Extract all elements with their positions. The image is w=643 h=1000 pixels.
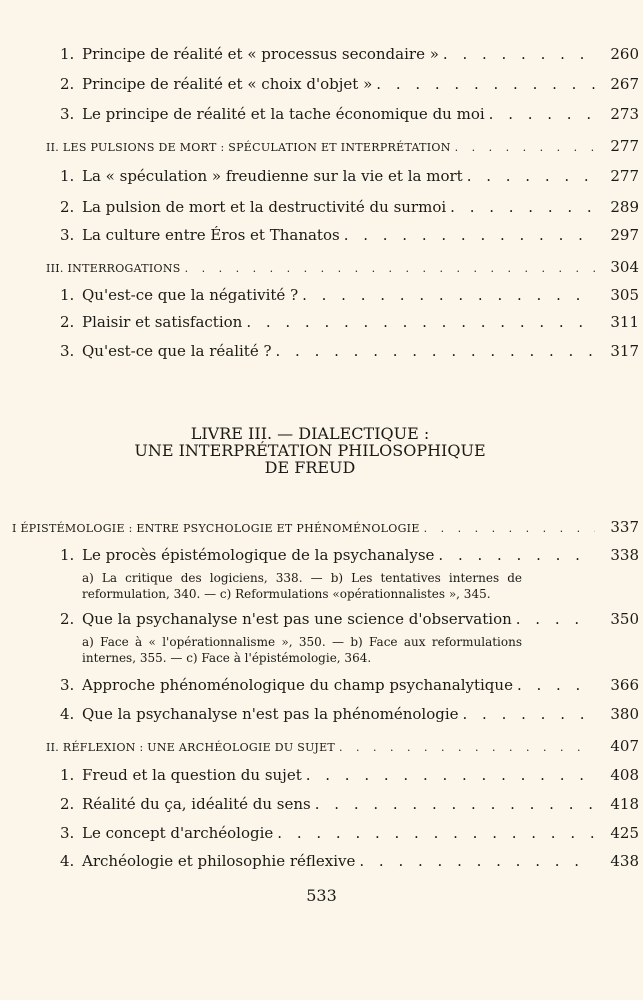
page-number: 533	[306, 886, 337, 905]
section-page: 407	[610, 737, 639, 755]
entry-title: Approche phénoménologique du champ psychanalytique	[82, 676, 513, 694]
entry-number: 4.	[60, 705, 75, 723]
entry-page: 311	[610, 313, 639, 331]
toc-entry	[0, 75, 643, 105]
entry-title: Que la psychanalyse n'est pas une science d'observation	[82, 610, 512, 628]
dot-leader	[455, 141, 595, 154]
dot-leader	[424, 522, 595, 535]
entry-number: 1.	[60, 45, 75, 63]
dot-leader	[185, 262, 595, 275]
entry-page: 418	[610, 795, 639, 813]
dot-leader	[516, 610, 595, 628]
entry-number: 1.	[60, 286, 75, 304]
dot-leader	[443, 45, 595, 63]
toc-entry	[0, 198, 643, 228]
book-heading	[60, 425, 560, 476]
entry-number: 2.	[60, 313, 75, 331]
entry-page: 338	[610, 546, 639, 564]
entry-page: 366	[610, 676, 639, 694]
section-title: II. RÉFLEXION : UNE ARCHÉOLOGIE DU SUJET	[46, 741, 336, 754]
dot-leader	[344, 226, 595, 244]
dot-leader	[315, 795, 595, 813]
section-page: 304	[610, 258, 639, 276]
entry-title: Principe de réalité et « processus secondaire »	[82, 45, 439, 63]
entry-number: 1.	[60, 167, 75, 185]
section-page: 337	[610, 518, 639, 536]
dot-leader	[463, 705, 595, 723]
section-title: I ÉPISTÉMOLOGIE : ENTRE PSYCHOLOGIE ET PHÉNOMÉNOLOGIE	[12, 522, 420, 535]
book-title-line: DE FREUD	[264, 458, 356, 477]
entry-title: Le principe de réalité et la tache économique du moi	[82, 105, 485, 123]
toc-entry	[0, 313, 643, 343]
entry-page: 273	[610, 105, 639, 123]
entry-title: Plaisir et satisfaction	[82, 313, 243, 331]
section-heading	[0, 258, 643, 288]
entry-title: Le concept d'archéologie	[82, 824, 274, 842]
entry-number: 1.	[60, 546, 75, 564]
dot-leader	[339, 741, 595, 754]
entry-page: 350	[610, 610, 639, 628]
toc-entry	[0, 226, 643, 256]
dot-leader	[489, 105, 595, 123]
section-heading	[0, 137, 643, 167]
dot-leader	[517, 676, 595, 694]
dot-leader	[306, 766, 595, 784]
section-title: II. LES PULSIONS DE MORT : SPÉCULATION ET INTERPRÉTATION	[46, 141, 451, 154]
dot-leader	[277, 824, 595, 842]
book-title-line: UNE INTERPRÉTATION PHILOSOPHIQUE	[134, 441, 486, 460]
entry-page: 277	[610, 167, 639, 185]
entry-title: Que la psychanalyse n'est pas la phénoménologie	[82, 705, 459, 723]
toc-entry	[0, 852, 643, 882]
entry-number: 3.	[60, 824, 75, 842]
entry-number: 3.	[60, 342, 75, 360]
entry-title: Principe de réalité et « choix d'objet »	[82, 75, 373, 93]
toc-entry	[0, 766, 643, 796]
toc-entry	[0, 45, 643, 75]
entry-title: La « spéculation » freudienne sur la vie et la mort	[82, 167, 463, 185]
entry-page: 438	[610, 852, 639, 870]
toc-entry	[0, 824, 643, 854]
entry-detail: a) Face à « l'opérationnalisme », 350. — b) Face aux reformulations internes, 355. — c) Face à l'épistémologie, 364.	[82, 635, 522, 665]
entry-number: 4.	[60, 852, 75, 870]
dot-leader	[359, 852, 595, 870]
section-title: III. INTERROGATIONS	[46, 262, 181, 275]
entry-title: Archéologie et philosophie réflexive	[82, 852, 356, 870]
entry-page: 425	[610, 824, 639, 842]
entry-number: 1.	[60, 766, 75, 784]
entry-page: 317	[610, 342, 639, 360]
dot-leader	[246, 313, 595, 331]
toc-entry	[0, 342, 643, 372]
entry-page: 297	[610, 226, 639, 244]
entry-page: 305	[610, 286, 639, 304]
entry-number: 2.	[60, 75, 75, 93]
toc-entry	[0, 105, 643, 135]
toc-entry	[0, 286, 643, 316]
dot-leader	[376, 75, 595, 93]
entry-title: Freud et la question du sujet	[82, 766, 302, 784]
entry-title: Qu'est-ce que la réalité ?	[82, 342, 272, 360]
section-heading	[0, 518, 643, 548]
entry-title: Réalité du ça, idéalité du sens	[82, 795, 311, 813]
entry-number: 3.	[60, 676, 75, 694]
entry-page: 267	[610, 75, 639, 93]
entry-title: Qu'est-ce que la négativité ?	[82, 286, 299, 304]
book-title-line: LIVRE III. — DIALECTIQUE :	[190, 424, 430, 443]
dot-leader	[438, 546, 595, 564]
section-page: 277	[610, 137, 639, 155]
entry-title: La pulsion de mort et la destructivité du surmoi	[82, 198, 447, 216]
entry-number: 2.	[60, 610, 75, 628]
toc-entry	[0, 705, 643, 735]
entry-title: Le procès épistémologique de la psychanalyse	[82, 546, 435, 564]
section-heading	[0, 737, 643, 767]
entry-number: 3.	[60, 226, 75, 244]
entry-page: 380	[610, 705, 639, 723]
entry-number: 2.	[60, 198, 75, 216]
entry-number: 2.	[60, 795, 75, 813]
entry-number: 3.	[60, 105, 75, 123]
entry-page: 289	[610, 198, 639, 216]
entry-page: 408	[610, 766, 639, 784]
dot-leader	[450, 198, 595, 216]
toc-entry	[0, 795, 643, 825]
toc-entry	[0, 676, 643, 706]
entry-page: 260	[610, 45, 639, 63]
toc-entry	[0, 167, 643, 197]
entry-title: La culture entre Éros et Thanatos	[82, 226, 340, 244]
entry-detail: a) La critique des logiciens, 338. — b) Les tentatives internes de reformulation, 340. — c) Reformulations «opérationnalistes », 345.	[82, 571, 522, 601]
dot-leader	[302, 286, 595, 304]
dot-leader	[467, 167, 595, 185]
dot-leader	[276, 342, 595, 360]
